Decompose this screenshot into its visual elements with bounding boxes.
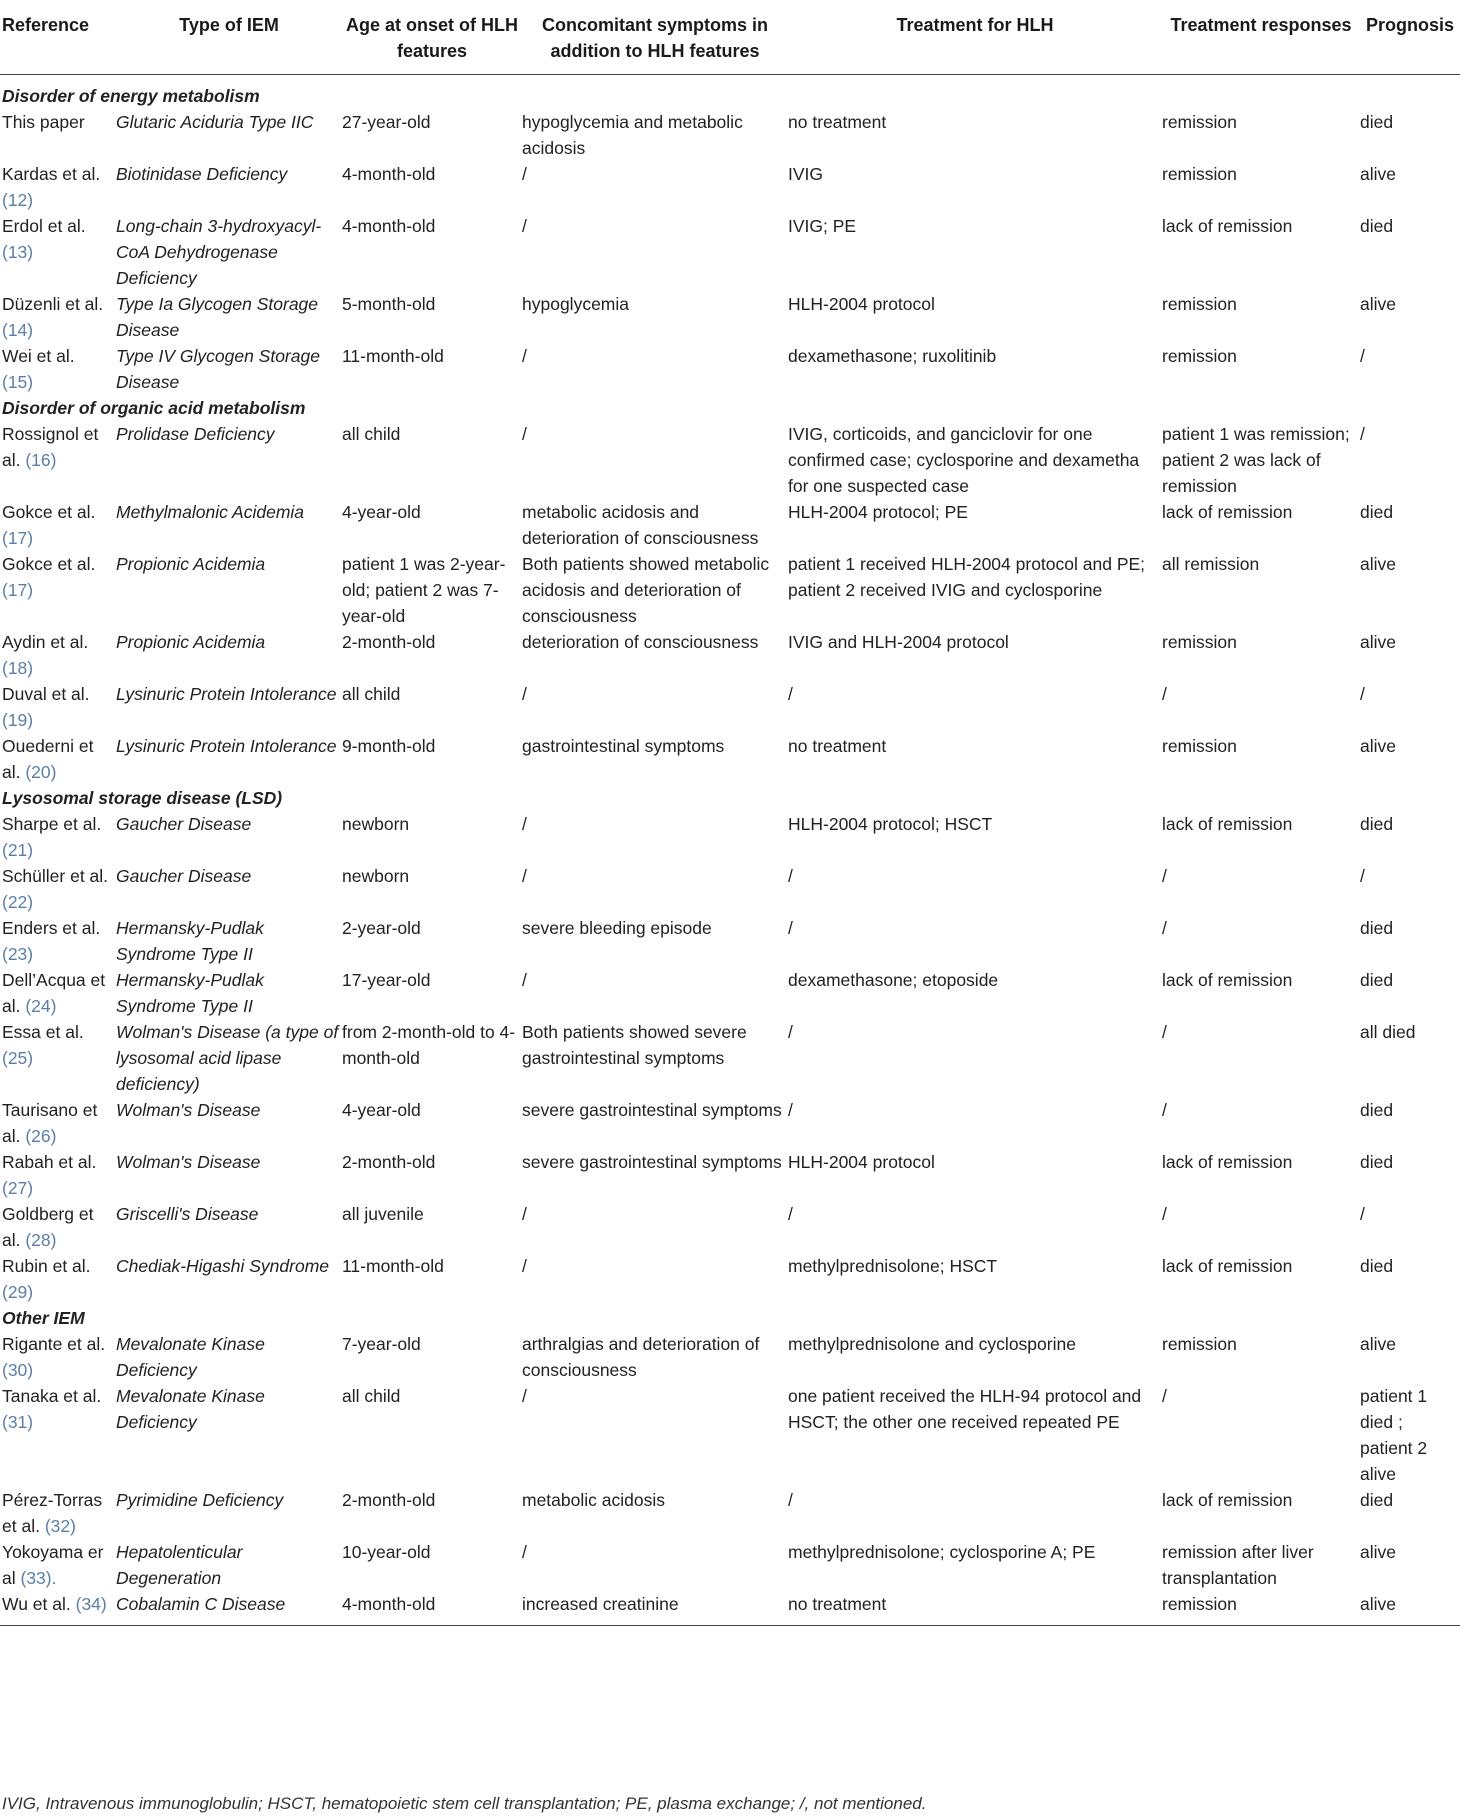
cell-type-of-iem: Mevalonate Kinase Deficiency [116,1386,265,1432]
cell-treatment: HLH-2004 protocol; HSCT [788,814,993,834]
reference-authors: This paper [2,112,85,132]
cell-treatment: patient 1 received HLH-2004 protocol and PE; patient 2 received IVIG and cyclosporine [788,554,1146,600]
citation-link[interactable]: (24) [25,996,57,1016]
header-treatment: Treatment for HLH [788,0,1162,75]
header-reference: Reference [0,0,116,75]
cell-reference [0,967,116,1019]
cell-age-at-onset: patient 1 was 2-year-old; patient 2 was 7-year-old [342,554,506,626]
table-row [0,1149,1460,1201]
cell-treatment-response: / [1162,918,1167,938]
cell-reference [0,733,116,785]
cell-treatment-response: remission [1162,632,1237,652]
cell-concomitant-symptoms: metabolic acidosis and deterioration of consciousness [522,502,759,548]
cell-reference [0,1097,116,1149]
reference-authors: Rigante et al. [2,1334,106,1354]
cell-concomitant-symptoms: / [522,424,527,444]
header-type-of-iem: Type of IEM [116,0,342,75]
cell-reference [0,811,116,863]
cell-concomitant-symptoms: severe gastrointestinal symptoms [522,1100,782,1120]
citation-link[interactable]: (20) [25,762,57,782]
cell-type-of-iem: Hepatolenticular Degeneration [116,1542,243,1588]
cell-age-at-onset: 2-month-old [342,1152,436,1172]
cell-prognosis: / [1360,866,1365,886]
cell-treatment: / [788,1022,793,1042]
section-title: Disorder of energy metabolism [2,86,260,106]
cell-concomitant-symptoms: / [522,814,527,834]
reference-authors: Duval et al. [2,684,90,704]
cell-concomitant-symptoms: arthralgias and deterioration of consciousness [522,1334,760,1380]
citation-link[interactable]: (22) [2,892,34,912]
cell-treatment: / [788,1100,793,1120]
table-row [0,551,1460,629]
cell-reference [0,681,116,733]
citation-link[interactable]: (30) [2,1360,34,1380]
table-row [0,1591,1460,1626]
cell-treatment-response: remission after liver transplantation [1162,1542,1314,1588]
reference-authors: Sharpe et al. [2,814,102,834]
cell-prognosis: died [1360,112,1394,132]
citation-link[interactable]: (23) [2,944,34,964]
cell-age-at-onset: 5-month-old [342,294,436,314]
citation-link[interactable]: (26) [25,1126,57,1146]
cell-treatment-response: lack of remission [1162,502,1293,522]
cell-treatment-response: / [1162,684,1167,704]
cell-treatment: no treatment [788,1591,1162,1626]
citation-link[interactable]: (17) [2,528,34,548]
cell-treatment-response: / [1162,1022,1167,1042]
cell-age-at-onset: 11-month-old [342,346,444,366]
cell-prognosis: died [1360,502,1394,522]
cell-treatment-response: / [1162,1100,1167,1120]
section-title: Lysosomal storage disease (LSD) [2,788,283,808]
cell-prognosis: alive [1360,294,1396,314]
reference-authors: Aydin et al. [2,632,89,652]
reference-authors: Ouederni et al. [2,736,94,782]
cell-type-of-iem: Chediak-Higashi Syndrome [116,1256,330,1276]
cell-treatment-response: / [1162,1204,1167,1224]
cell-type-of-iem: Wolman's Disease [116,1152,261,1172]
cell-type-of-iem: Methylmalonic Acidemia [116,502,305,522]
citation-link[interactable]: (31) [2,1412,34,1432]
cell-treatment: / [788,1490,793,1510]
cell-concomitant-symptoms: increased creatinine [522,1591,788,1626]
cell-age-at-onset: 4-month-old [342,164,436,184]
cell-type-of-iem: Hermansky-Pudlak Syndrome Type II [116,970,264,1016]
cell-treatment-response: / [1162,1386,1167,1406]
table-header [0,0,1460,75]
cell-prognosis: alive [1360,1591,1460,1626]
cell-treatment-response: remission [1162,112,1237,132]
cell-prognosis: died [1360,1100,1394,1120]
cell-prognosis: died [1360,1152,1394,1172]
cell-reference [0,109,116,161]
cell-prognosis: alive [1360,1334,1396,1354]
citation-link[interactable]: (33). [20,1568,57,1588]
cell-prognosis: died [1360,1256,1394,1276]
cell-reference [0,1539,116,1591]
cell-reference [0,1331,116,1383]
cell-treatment-response: patient 1 was remission; patient 2 was lack of remission [1162,424,1350,496]
cell-treatment: HLH-2004 protocol; PE [788,502,968,522]
cell-prognosis: alive [1360,736,1396,756]
table-row [0,161,1460,213]
table-row [0,1253,1460,1305]
cell-treatment-response: lack of remission [1162,216,1293,236]
reference-authors: Dell’Acqua et al. [2,970,106,1016]
cell-reference [0,161,116,213]
cell-concomitant-symptoms: gastrointestinal symptoms [522,736,725,756]
table-row [0,109,1460,161]
cell-treatment-response: remission [1162,736,1237,756]
citation-link[interactable]: (21) [2,840,34,860]
table-row [0,1539,1460,1591]
cell-prognosis: died [1360,1490,1394,1510]
table-row [0,291,1460,343]
table-row [0,1331,1460,1383]
reference-authors: Wei et al. [2,346,75,366]
cell-concomitant-symptoms: / [522,970,527,990]
cell-prognosis: died [1360,970,1394,990]
reference-authors: Rubin et al. [2,1256,91,1276]
reference-authors: Wu et al. [2,1594,71,1614]
cell-type-of-iem: Gaucher Disease [116,866,252,886]
cell-concomitant-symptoms: Both patients showed severe gastrointestinal symptoms [522,1022,747,1068]
cell-concomitant-symptoms: deterioration of consciousness [522,632,759,652]
cell-reference [0,1591,116,1626]
reference-authors: Gokce et al. [2,554,96,574]
cell-concomitant-symptoms: / [522,164,527,184]
table-body [0,75,1460,1626]
table-row [0,213,1460,291]
reference-authors: Essa et al. [2,1022,84,1042]
cell-age-at-onset: 27-year-old [342,112,431,132]
cell-treatment: one patient received the HLH-94 protocol and HSCT; the other one received repeated PE [788,1386,1142,1432]
cell-treatment-response: lack of remission [1162,1152,1293,1172]
cell-concomitant-symptoms: / [522,346,527,366]
cell-reference [0,1149,116,1201]
cell-type-of-iem: Prolidase Deficiency [116,424,275,444]
cell-treatment: methylprednisolone and cyclosporine [788,1334,1076,1354]
header-prognosis: Prognosis [1360,0,1460,75]
cell-age-at-onset: 11-month-old [342,1256,444,1276]
cell-age-at-onset: from 2-month-old to 4-month-old [342,1022,516,1068]
reference-authors: Rabah et al. [2,1152,97,1172]
cell-concomitant-symptoms: severe gastrointestinal symptoms [522,1152,782,1172]
cell-treatment-response: lack of remission [1162,970,1293,990]
cell-prognosis: died [1360,216,1394,236]
cell-age-at-onset: 2-month-old [342,632,436,652]
reference-authors: Düzenli et al. [2,294,104,314]
cell-type-of-iem: Hermansky-Pudlak Syndrome Type II [116,918,264,964]
cell-treatment-response: lack of remission [1162,1490,1293,1510]
cell-prognosis: all died [1360,1022,1416,1042]
cell-age-at-onset: newborn [342,814,410,834]
reference-authors: Rossignol et al. [2,424,99,470]
cell-prognosis: alive [1360,164,1396,184]
citation-link[interactable]: (34) [75,1594,107,1614]
reference-authors: Tanaka et al. [2,1386,102,1406]
cell-type-of-iem: Cobalamin C Disease [116,1591,342,1626]
cell-type-of-iem: Glutaric Aciduria Type IIC [116,112,314,132]
cell-prognosis: / [1360,1204,1365,1224]
cell-reference [0,291,116,343]
cell-treatment: / [788,1204,793,1224]
cell-age-at-onset: 2-year-old [342,918,421,938]
cell-treatment-response: remission [1162,1591,1360,1626]
cell-type-of-iem: Pyrimidine Deficiency [116,1490,284,1510]
cell-type-of-iem: Long-chain 3-hydroxyacyl-CoA Dehydrogenase Deficiency [116,216,322,288]
cell-reference [0,1383,116,1487]
citation-link[interactable]: (27) [2,1178,34,1198]
cell-treatment-response: all remission [1162,554,1260,574]
cell-type-of-iem: Type Ia Glycogen Storage Disease [116,294,319,340]
cell-treatment: methylprednisolone; HSCT [788,1256,998,1276]
cell-age-at-onset: 4-month-old [342,216,436,236]
cell-type-of-iem: Type IV Glycogen Storage Disease [116,346,320,392]
cell-reference [0,1019,116,1097]
cell-treatment: methylprednisolone; cyclosporine A; PE [788,1542,1096,1562]
cell-concomitant-symptoms: / [522,1256,527,1276]
section-title: Other IEM [2,1308,85,1328]
cell-treatment: / [788,684,793,704]
cell-reference [0,1201,116,1253]
cell-age-at-onset: 9-month-old [342,736,436,756]
cell-type-of-iem: Lysinuric Protein Intolerance [116,684,337,704]
cell-treatment: no treatment [788,736,887,756]
cell-reference [0,1253,116,1305]
reference-authors: Taurisano et al. [2,1100,98,1146]
cell-type-of-iem: Wolman's Disease (a type of lysosomal acid lipase deficiency) [116,1022,339,1094]
section-row [0,395,1460,421]
reference-authors: Schüller et al. [2,866,109,886]
cell-treatment-response: remission [1162,164,1237,184]
table-row [0,421,1460,499]
cell-treatment-response: / [1162,866,1167,886]
citation-link[interactable]: (17) [2,580,34,600]
citation-link[interactable]: (18) [2,658,34,678]
cell-prognosis: died [1360,814,1394,834]
citation-link[interactable]: (16) [25,450,57,470]
cell-reference [0,499,116,551]
reference-authors: Kardas et al. [2,164,101,184]
cell-age-at-onset: all child [342,684,401,704]
reference-authors: Pérez-Torras et al. [2,1490,103,1536]
header-age-at-onset: Age at onset of HLH features [342,0,522,75]
cell-treatment: dexamethasone; etoposide [788,970,999,990]
cell-treatment: no treatment [788,112,887,132]
table-row [0,1487,1460,1539]
table-row [0,681,1460,733]
cell-age-at-onset: 4-year-old [342,502,421,522]
cell-age-at-onset: newborn [342,866,410,886]
cell-concomitant-symptoms: Both patients showed metabolic acidosis and deterioration of consciousness [522,554,770,626]
cell-treatment-response: remission [1162,294,1237,314]
table-row [0,733,1460,785]
table-row [0,1097,1460,1149]
cell-reference [0,1487,116,1539]
cell-type-of-iem: Propionic Acidemia [116,554,266,574]
citation-link[interactable]: (13) [2,242,34,262]
citation-link[interactable]: (28) [25,1230,57,1250]
cell-age-at-onset: all child [342,424,401,444]
cell-treatment: IVIG and HLH-2004 protocol [788,632,1009,652]
cell-type-of-iem: Wolman's Disease [116,1100,261,1120]
cell-concomitant-symptoms: / [522,866,527,886]
cell-treatment: HLH-2004 protocol [788,294,935,314]
cell-treatment: IVIG; PE [788,216,857,236]
cell-type-of-iem: Mevalonate Kinase Deficiency [116,1334,265,1380]
cell-reference [0,213,116,291]
cell-reference [0,421,116,499]
section-title: Disorder of organic acid metabolism [2,398,306,418]
table-row [0,343,1460,395]
cell-treatment: IVIG, corticoids, and ganciclovir for one confirmed case; cyclosporine and dexametha for one suspected case [788,424,1140,496]
cell-concomitant-symptoms: / [522,216,527,236]
cell-type-of-iem: Propionic Acidemia [116,632,266,652]
cell-treatment: dexamethasone; ruxolitinib [788,346,997,366]
cell-age-at-onset: 17-year-old [342,970,431,990]
reference-authors: Goldberg et al. [2,1204,94,1250]
cell-prognosis: / [1360,424,1365,444]
section-row [0,75,1460,110]
cell-age-at-onset: 7-year-old [342,1334,421,1354]
cell-treatment: / [788,866,793,886]
cell-concomitant-symptoms: / [522,1204,527,1224]
cell-concomitant-symptoms: hypoglycemia [522,294,629,314]
cell-reference [0,551,116,629]
reference-authors: Gokce et al. [2,502,96,522]
cell-reference [0,915,116,967]
cell-prognosis: died [1360,918,1394,938]
header-treatment-responses: Treatment responses [1162,0,1360,75]
cell-age-at-onset: all juvenile [342,1204,424,1224]
cell-reference [0,863,116,915]
citation-link[interactable]: (29) [2,1282,34,1302]
cell-age-at-onset: 4-month-old [342,1591,522,1626]
table-row [0,1019,1460,1097]
citation-link[interactable]: (19) [2,710,34,730]
cell-prognosis: alive [1360,1542,1396,1562]
cell-age-at-onset: 4-year-old [342,1100,421,1120]
table-row [0,629,1460,681]
cell-prognosis: patient 1 died ; patient 2 alive [1360,1386,1428,1484]
cell-treatment-response: lack of remission [1162,814,1293,834]
reference-authors: Enders et al. [2,918,101,938]
cell-treatment-response: remission [1162,346,1237,366]
citation-link[interactable]: (15) [2,372,34,392]
cell-type-of-iem: Biotinidase Deficiency [116,164,288,184]
cell-concomitant-symptoms: hypoglycemia and metabolic acidosis [522,112,743,158]
table-row [0,967,1460,1019]
cell-prognosis: / [1360,684,1365,704]
citation-link[interactable]: (32) [44,1516,76,1536]
table-row [0,811,1460,863]
cell-type-of-iem: Gaucher Disease [116,814,252,834]
cell-treatment: IVIG [788,164,824,184]
cell-age-at-onset: all child [342,1386,401,1406]
cell-concomitant-symptoms: / [522,1386,527,1406]
section-row [0,785,1460,811]
cell-type-of-iem: Griscelli's Disease [116,1204,259,1224]
cell-reference [0,629,116,681]
table-row [0,863,1460,915]
cell-concomitant-symptoms: / [522,684,527,704]
header-concomitant-symptoms: Concomitant symptoms in addition to HLH features [522,0,788,75]
cell-treatment: / [788,918,793,938]
cell-reference [0,343,116,395]
reference-authors: Yokoyama er al [2,1542,104,1588]
cell-treatment-response: lack of remission [1162,1256,1293,1276]
table-row [0,1201,1460,1253]
cell-treatment: HLH-2004 protocol [788,1152,935,1172]
table-row [0,1383,1460,1487]
cell-concomitant-symptoms: metabolic acidosis [522,1490,665,1510]
citation-link[interactable]: (25) [2,1048,34,1068]
cell-prognosis: / [1360,346,1365,366]
cell-type-of-iem: Lysinuric Protein Intolerance [116,736,337,756]
table-row [0,499,1460,551]
table-footnote: IVIG, Intravenous immunoglobulin; HSCT, hematopoietic stem cell transplantation; PE, plasma exchange; /, not mentioned. [2,1794,927,1813]
cell-age-at-onset: 2-month-old [342,1490,436,1510]
table-row [0,915,1460,967]
reference-authors: Erdol et al. [2,216,86,236]
cell-concomitant-symptoms: severe bleeding episode [522,918,712,938]
citation-link[interactable]: (14) [2,320,34,340]
cell-prognosis: alive [1360,554,1396,574]
cell-concomitant-symptoms: / [522,1542,527,1562]
section-row [0,1305,1460,1331]
cell-treatment-response: remission [1162,1334,1237,1354]
cell-prognosis: alive [1360,632,1396,652]
header-row [0,0,1460,75]
cell-age-at-onset: 10-year-old [342,1542,431,1562]
citation-link[interactable]: (12) [2,190,34,210]
